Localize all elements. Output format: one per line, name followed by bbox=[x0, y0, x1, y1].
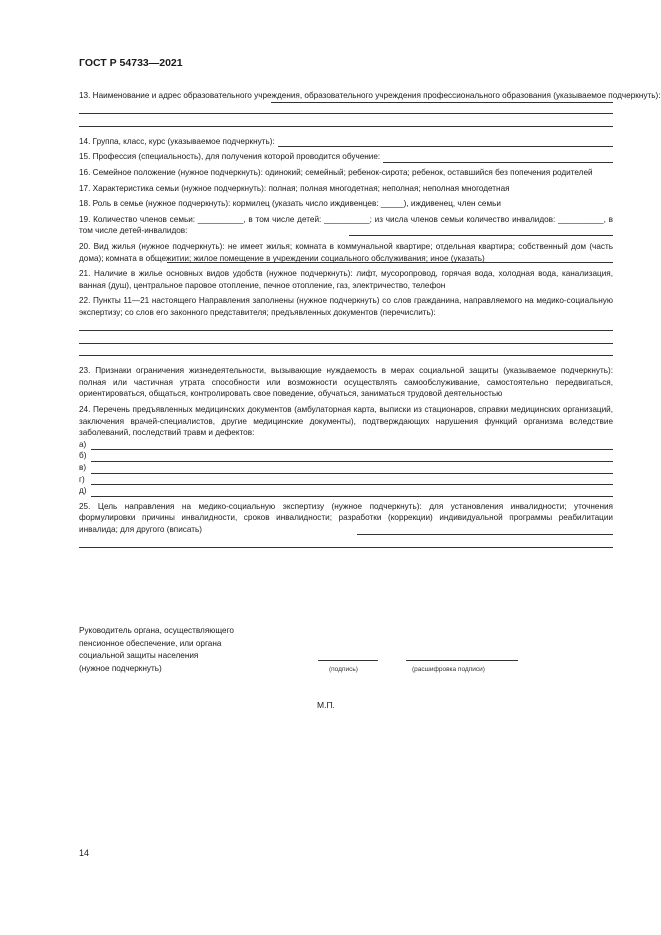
item-18: 18. Роль в семье (нужное подчеркнуть): кормилец (указать число иждивенцев: _____), иждивенец, член семьи bbox=[79, 199, 501, 209]
doc-line-b: б) bbox=[79, 450, 613, 462]
doc-line-c: в) bbox=[79, 462, 613, 474]
fill-line[interactable] bbox=[91, 439, 613, 450]
fill-line[interactable] bbox=[167, 262, 613, 263]
fill-line[interactable] bbox=[79, 331, 613, 344]
fill-line[interactable] bbox=[278, 136, 613, 147]
page-number: 14 bbox=[79, 848, 90, 858]
signature-line[interactable] bbox=[318, 660, 378, 661]
signature-decode-caption: (расшифровка подписи) bbox=[412, 666, 485, 673]
item-23: 23. Признаки ограничения жизнедеятельности, вызывающие нуждаемость в мерах социальной защиты (указываемое подчеркнуть): полная или частичная утрата способности или возможности осуществлять самообслуживание, самостоятельно передвигаться, ориентироваться, общаться, контролировать свое поведение, обучаться, заниматься трудовой деятельностью bbox=[79, 366, 613, 399]
doc-line-a: а) bbox=[79, 439, 613, 451]
item-13: 13. Наименование и адрес образовательного учреждения, образовательного учреждения профессионального образования (указываемое подчеркнуть): bbox=[79, 91, 661, 100]
fill-line[interactable] bbox=[79, 344, 613, 357]
item-25: 25. Цель направления на медико-социальную экспертизу (нужное подчеркнуть): для установления инвалидности; уточнения формулировки причины инвалидности, сроков инвалидности; разработки (коррекции) индивидуальной программы реабилитации инвалида; для другого (вписать) bbox=[79, 501, 613, 534]
fill-line[interactable] bbox=[79, 102, 613, 115]
doc-line-e: д) bbox=[79, 485, 613, 497]
item-24: 24. Перечень предъявленных медицинских документов (амбулаторная карта, выписки из стационаров, справки медицинских организаций, заключения врачей-специалистов, другие медицинские документы), подтверждающих нарушения функций организма вследствие заболеваний, последствий травм и дефектов: bbox=[79, 405, 613, 438]
stamp-place: М.П. bbox=[317, 700, 335, 710]
item-20: 20. Вид жилья (нужное подчеркнуть): не имеет жилья; комната в коммунальной квартире; отдельная квартира; собственный дом (часть дома); комната в общежитии; жилое помещение в учреждении социального обслуживания; иное (указать) bbox=[79, 241, 613, 263]
fill-line[interactable] bbox=[79, 319, 613, 332]
fill-line[interactable] bbox=[79, 114, 613, 127]
fill-line[interactable] bbox=[91, 451, 613, 462]
item-15: 15. Профессия (специальность), для получения которой проводится обучение: bbox=[79, 151, 613, 163]
doc-line-d: г) bbox=[79, 474, 613, 486]
item-22: 22. Пункты 11—21 настоящего Направления заполнены (нужное подчеркнуть) со слов гражданина, направляемого на медико-социальную экспертизу; со слов его законного представителя; предъявленных документов (перечислить): bbox=[79, 296, 613, 317]
signature-caption: (подпись) bbox=[329, 666, 358, 673]
form-content bbox=[79, 90, 661, 548]
item-21: 21. Наличие в жилье основных видов удобств (нужное подчеркнуть): лифт, мусоропровод, горячая вода, холодная вода, канализация, ванная (душ), центральное паровое отопление, печное отопление, газ, электричество, телефон bbox=[79, 269, 613, 290]
document-header: ГОСТ Р 54733—2021 bbox=[79, 57, 183, 69]
fill-line[interactable] bbox=[349, 235, 613, 236]
item-17: 17. Характеристика семьи (нужное подчеркнуть): полная; полная многодетная; неполная; неполная многодетная bbox=[79, 183, 510, 193]
signature-decode-line[interactable] bbox=[406, 660, 518, 661]
fill-line[interactable] bbox=[383, 152, 613, 163]
item-14: 14. Группа, класс, курс (указываемое подчеркнуть): bbox=[79, 136, 613, 148]
item-16: 16. Семейное положение (нужное подчеркнуть): одинокий; семейный; ребенок-сирота; ребенок, оставшийся без попечения родителей bbox=[79, 167, 593, 177]
fill-line[interactable] bbox=[91, 486, 613, 497]
fill-line[interactable] bbox=[79, 536, 613, 549]
signature-block: Руководитель органа, осуществляющего пенсионное обеспечение, или органа социальной защиты населения (нужное подчеркнуть) bbox=[79, 626, 234, 673]
fill-line[interactable] bbox=[357, 534, 613, 535]
item-19: 19. Количество членов семьи: __________, в том числе детей: __________; из числа членов семьи количество инвалидов: __________, в том числе детей-инвалидов: bbox=[79, 214, 613, 236]
fill-line[interactable] bbox=[91, 463, 613, 474]
fill-line[interactable] bbox=[91, 474, 613, 485]
fill-line[interactable] bbox=[271, 90, 613, 103]
